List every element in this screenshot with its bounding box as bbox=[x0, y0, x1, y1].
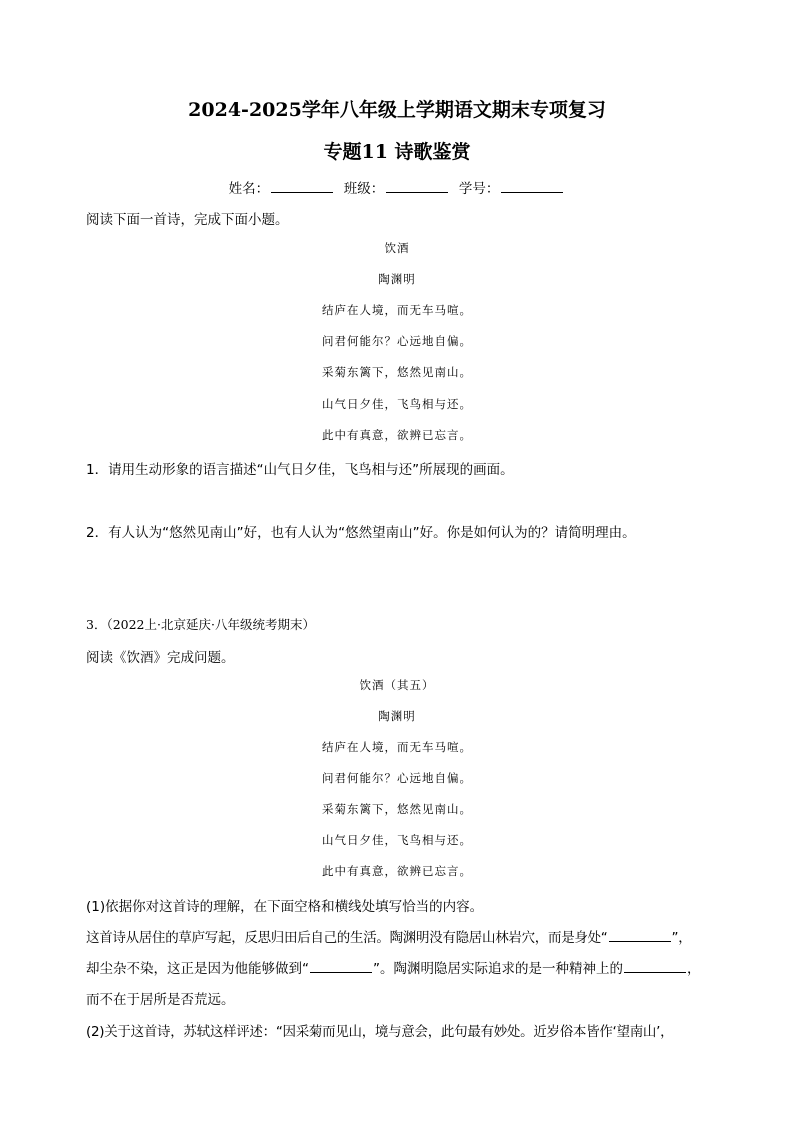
poem2-line: 结庐在人境，而无车马喧。 bbox=[322, 740, 472, 754]
document-title: 2024-2025学年八年级上学期语文期末专项复习 bbox=[188, 99, 606, 121]
subquestion-2-text: (2)关于这首诗，苏轼这样评述：“因采菊而见山，境与意会，此句最有妙处。近岁俗本皆作‘望南山’， bbox=[86, 1024, 674, 1040]
poem1-title: 饮酒 bbox=[384, 241, 410, 255]
section3-instruction: 阅读《饮酒》完成问题。 bbox=[86, 650, 235, 666]
student-info-row bbox=[0, 177, 794, 197]
question-1: 1．请用生动形象的语言描述“山气日夕佳，飞鸟相与还”所展现的画面。 bbox=[86, 462, 514, 478]
sub1-text-c: 却尘杂不染，这正是因为他能够做到“ bbox=[86, 961, 309, 977]
poem1-line: 山气日夕佳，飞鸟相与还。 bbox=[322, 397, 472, 411]
name-label: 姓名： bbox=[228, 181, 270, 197]
poem2-line: 问君何能尔？心远地自偏。 bbox=[322, 771, 472, 785]
student-id-label: 学号： bbox=[458, 181, 500, 197]
poem2-line: 山气日夕佳，飞鸟相与还。 bbox=[322, 833, 472, 847]
poem1-line: 采菊东篱下，悠然见南山。 bbox=[322, 365, 472, 379]
class-label: 班级： bbox=[343, 181, 385, 197]
question-2: 2．有人认为“悠然见南山”好，也有人认为“悠然望南山”好。你是如何认为的？请简明理由。 bbox=[86, 525, 636, 541]
poem1-author: 陶渊明 bbox=[378, 272, 416, 286]
answer-blank-1[interactable] bbox=[609, 929, 671, 942]
poem1-line: 问君何能尔？心远地自偏。 bbox=[322, 334, 472, 348]
name-field[interactable] bbox=[271, 180, 333, 193]
poem2-line: 采菊东篱下，悠然见南山。 bbox=[322, 802, 472, 816]
section1-instruction: 阅读下面一首诗，完成下面小题。 bbox=[86, 212, 289, 228]
subquestion-1-line-2 bbox=[86, 957, 716, 977]
poem1-line: 此中有真意，欲辨已忘言。 bbox=[322, 428, 472, 442]
answer-blank-2[interactable] bbox=[310, 960, 372, 973]
subquestion-1-line-3: 而不在于居所是否荒远。 bbox=[86, 992, 235, 1008]
document-subtitle: 专题11 诗歌鉴赏 bbox=[323, 141, 471, 163]
question-3-source: 3．（2022上·北京延庆·八年级统考期末） bbox=[86, 617, 315, 632]
student-id-field[interactable] bbox=[501, 180, 563, 193]
poem2-line: 此中有真意，欲辨已忘言。 bbox=[322, 864, 472, 878]
sub1-text-d: ”。陶渊明隐居实际追求的是一种精神上的 bbox=[373, 961, 623, 977]
poem2-title: 饮酒（其五） bbox=[359, 678, 435, 692]
sub1-text-a: 这首诗从居住的草庐写起，反思归田后自己的生活。陶渊明没有隐居山林岩穴，而是身处“ bbox=[86, 930, 608, 946]
subquestion-1-prompt: (1)依据你对这首诗的理解，在下面空格和横线处填写恰当的内容。 bbox=[86, 899, 484, 915]
poem2-author: 陶渊明 bbox=[378, 709, 416, 723]
answer-blank-3[interactable] bbox=[624, 960, 686, 973]
sub1-text-e: ， bbox=[687, 961, 701, 977]
poem1-line: 结庐在人境，而无车马喧。 bbox=[322, 303, 472, 317]
sub1-text-b: ”， bbox=[671, 930, 692, 946]
class-field[interactable] bbox=[386, 180, 448, 193]
subquestion-1-line-1 bbox=[86, 926, 716, 946]
